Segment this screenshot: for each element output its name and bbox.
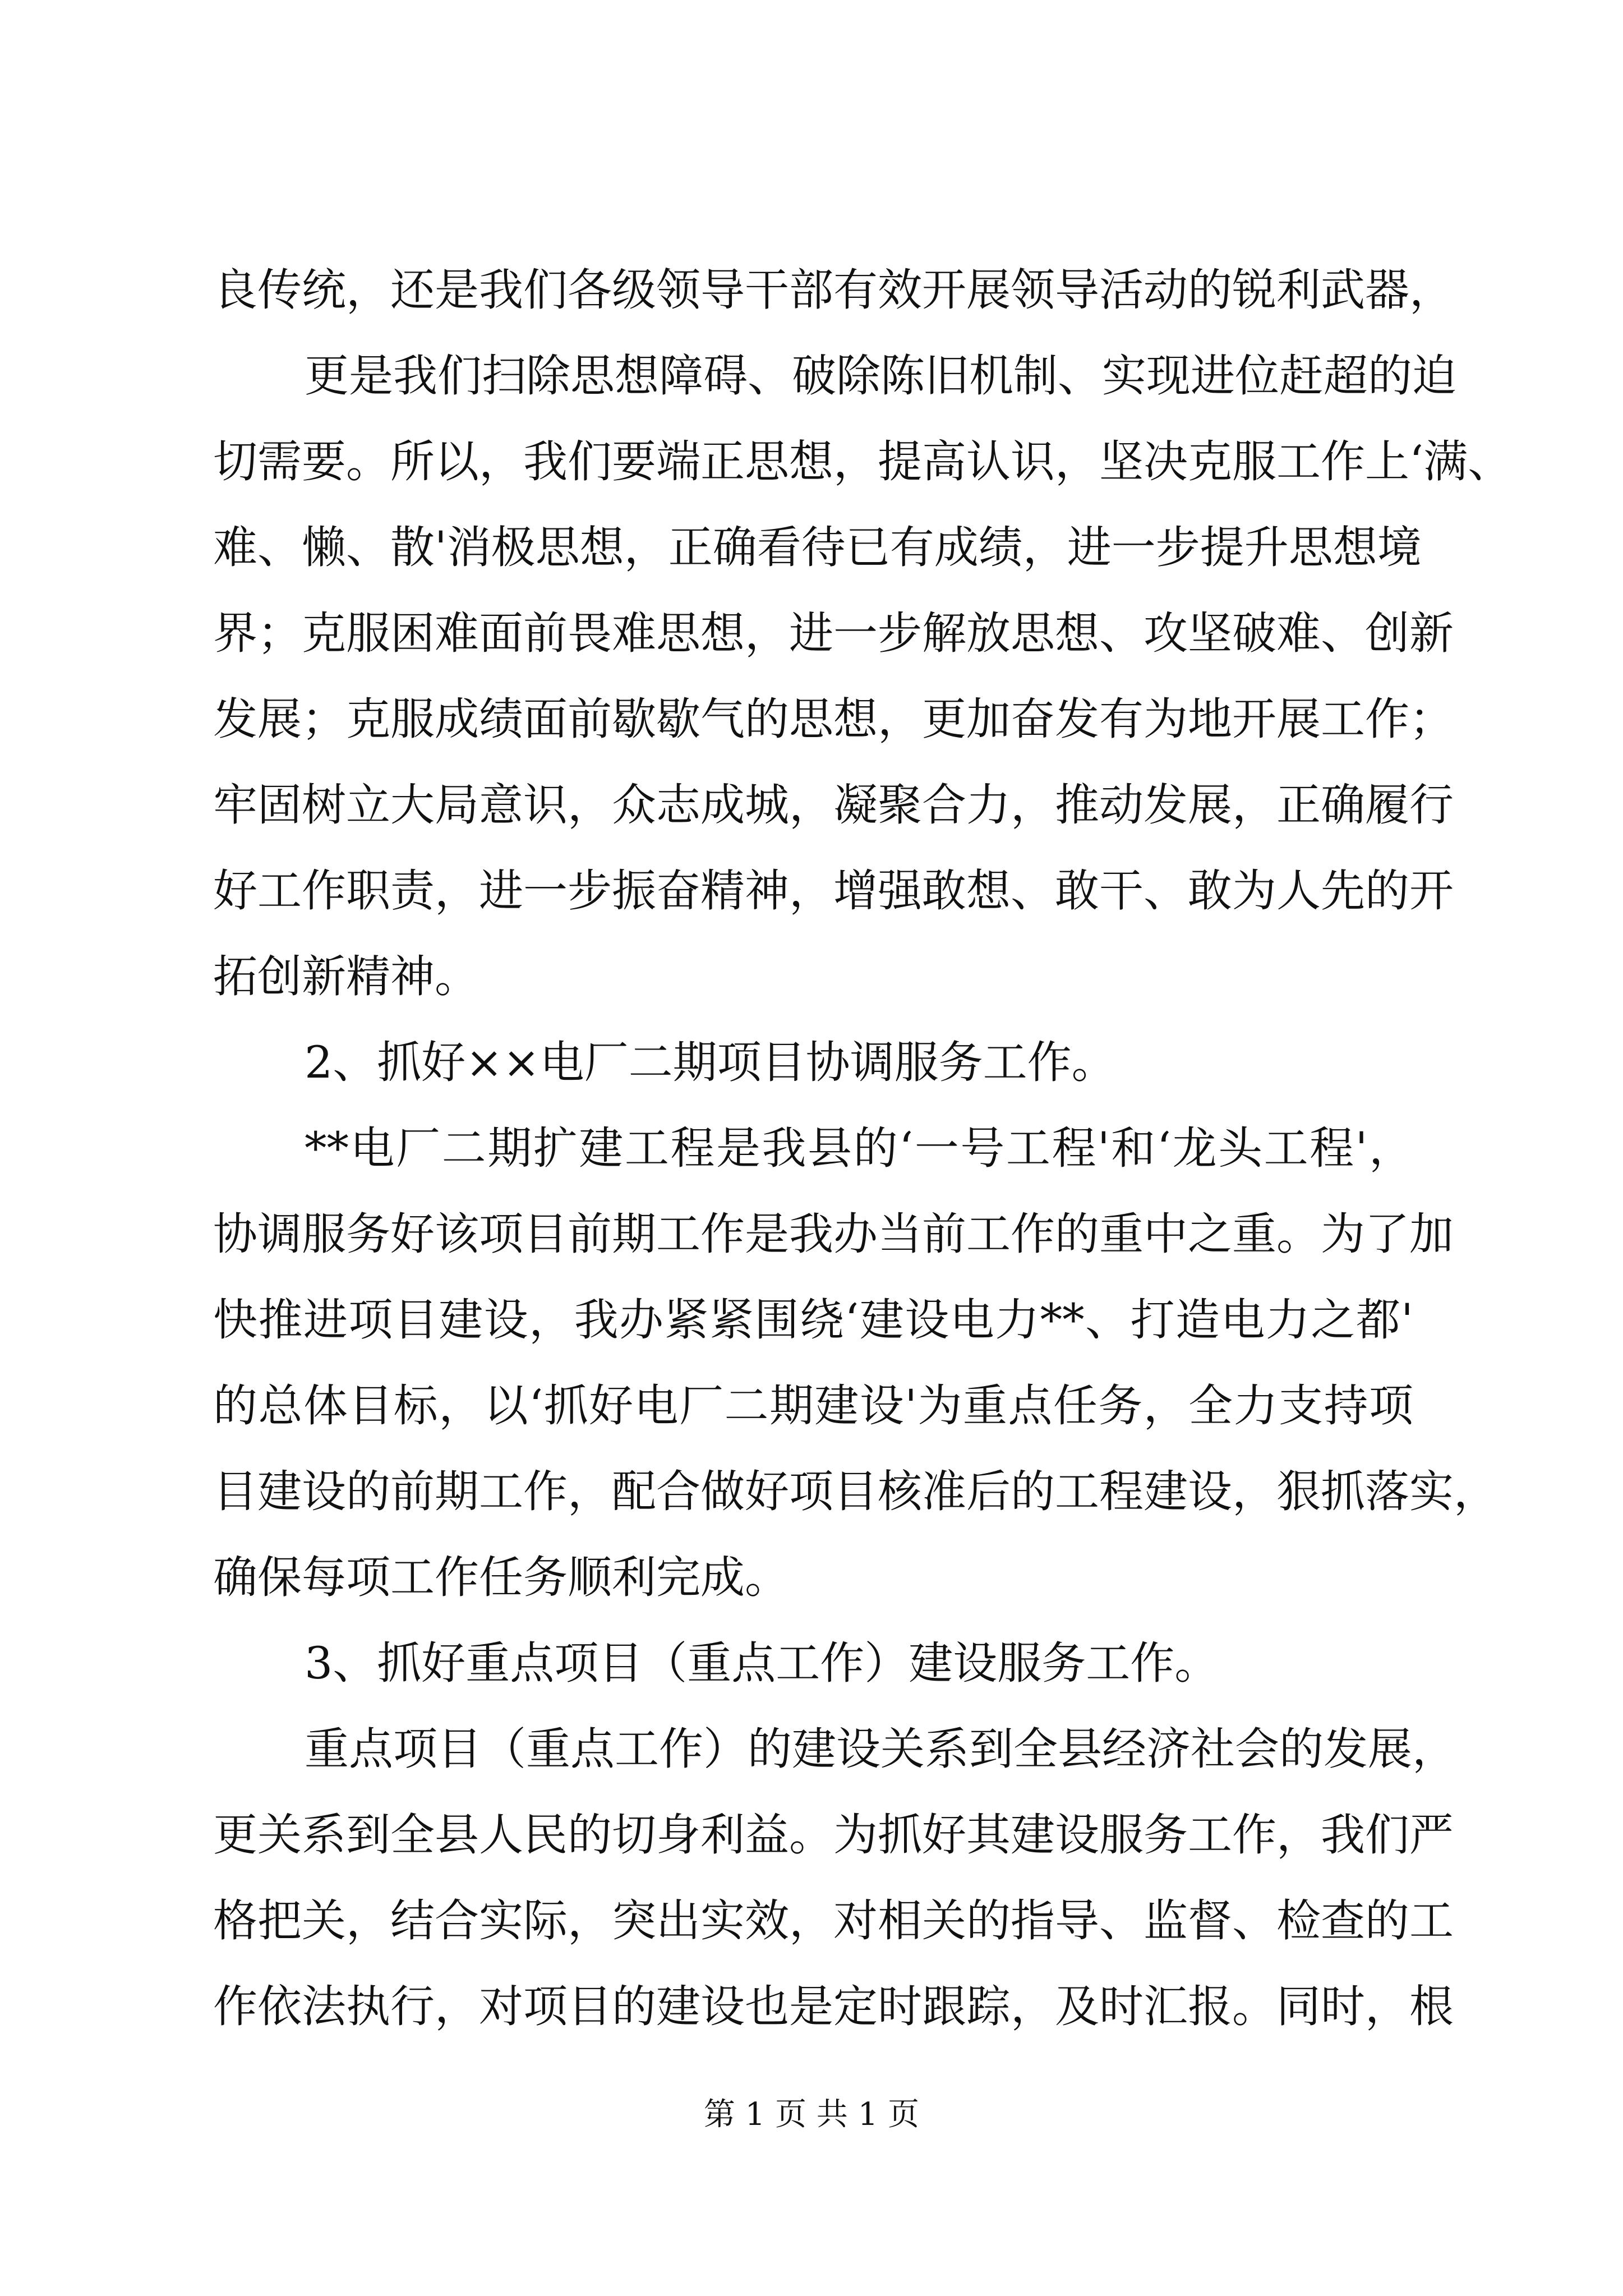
text-line-21: 作依法执行，对项目的建设也是定时跟踪，及时汇报。同时，根 <box>213 1981 1454 2032</box>
text-line-6: 发展；克服成绩面前歇歇气的思想，更加奋发有为地开展工作； <box>213 693 1454 745</box>
text-line-14: 的总体目标，以‘抓好电厂二期建设'为重点任务，全力支持项 <box>213 1380 1413 1432</box>
page-number-footer: 第 1 页 共 1 页 <box>703 2096 920 2133</box>
text-line-16: 确保每项工作任务顺利完成。 <box>213 1552 789 1603</box>
text-line-4: 难、懒、散'消极思想，正确看待已有成绩，进一步提升思想境 <box>213 522 1422 573</box>
text-line-5: 界；克服困难面前畏难思想，进一步解放思想、攻坚破难、创新 <box>213 608 1454 659</box>
text-line-13: 快推进项目建设，我办紧紧围绕‘建设电力**、打造电力之都' <box>213 1294 1413 1346</box>
text-line-19: 更关系到全县人民的切身利益。为抓好其建设服务工作，我们严 <box>213 1809 1454 1861</box>
text-line-8: 好工作职责，进一步振奋精神，增强敢想、敢干、敢为人先的开 <box>213 865 1454 917</box>
text-line-20: 格把关，结合实际，突出实效，对相关的指导、监督、检查的工 <box>213 1895 1454 1947</box>
text-line-1: 良传统，还是我们各级领导干部有效开展领导活动的锐利武器， <box>213 264 1454 316</box>
text-line-15: 目建设的前期工作，配合做好项目核准后的工程建设，狠抓落实， <box>213 1466 1498 1517</box>
text-line-7: 牢固树立大局意识，众志成城，凝聚合力，推动发展，正确履行 <box>213 779 1454 831</box>
text-line-3: 切需要。所以，我们要端正思想，提高认识，坚决克服工作上‘满、 <box>213 436 1513 487</box>
section-heading-3: 3、抓好重点项目（重点工作）建设服务工作。 <box>305 1637 1219 1689</box>
text-line-2: 更是我们扫除思想障碍、破除陈旧机制、实现进位赶超的迫 <box>305 350 1456 402</box>
text-line-18: 重点项目（重点工作）的建设关系到全县经济社会的发展， <box>305 1723 1456 1775</box>
text-line-11: **电厂二期扩建工程是我县的‘一号工程'和‘龙头工程'， <box>305 1122 1413 1174</box>
section-heading-2: 2、抓好××电厂二期项目协调服务工作。 <box>305 1037 1116 1088</box>
text-line-12: 协调服务好该项目前期工作是我办当前工作的重中之重。为了加 <box>213 1208 1454 1260</box>
text-line-9: 拓创新精神。 <box>213 951 479 1002</box>
